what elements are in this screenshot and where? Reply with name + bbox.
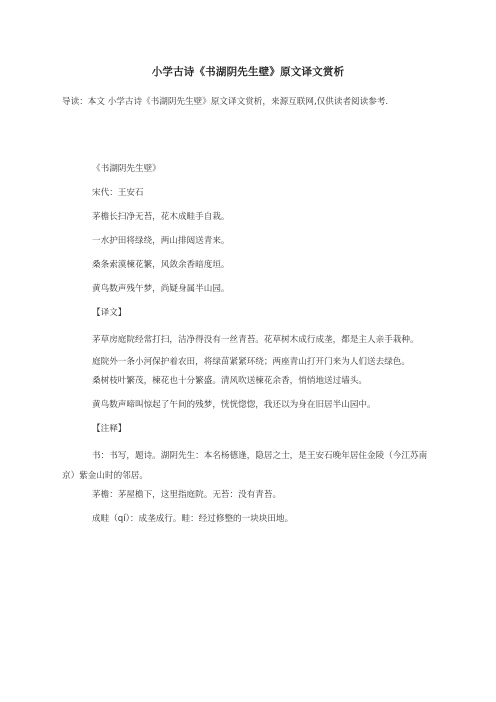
note-paragraph: 书：书写，题诗。湖阴先生：本名杨德逢，隐居之士，是王安石晚年居住金陵（今江苏南京）紫金山时的邻居。	[62, 451, 428, 481]
document-body	[62, 162, 434, 536]
poem-line: 桑条索漠楝花繁，风敛余香暗度垣。	[92, 260, 230, 270]
translation-paragraph: 茅草房庭院经常打扫，洁净得没有一丝青苔。花草树木成行成垄，都是主人亲手栽种。	[92, 335, 419, 345]
section-heading-translation: 【译文】	[92, 308, 127, 318]
poem-author: 宋代：王安石	[92, 188, 144, 198]
poem-line: 茅檐长扫净无苔，花木成畦手自栽。	[92, 212, 230, 222]
poem-title: 《书湖阴先生壁》	[92, 164, 161, 174]
poem-line: 一水护田将绿绕，两山排闼送青来。	[92, 236, 230, 246]
document-title: 小学古诗《书湖阴先生壁》原文译文赏析	[151, 66, 345, 78]
translation-paragraph: 庭院外一条小河保护着农田，将绿苗紧紧环绕；两座青山打开门来为人们送去绿色。	[92, 357, 410, 367]
section-heading-notes: 【注释】	[92, 424, 127, 434]
translation-paragraph: 桑树枝叶繁茂，楝花也十分繁盛。清风吹送楝花余香，悄悄地送过墙头。	[92, 376, 368, 386]
note-paragraph: 成畦（qí）：成垄成行。畦：经过修整的一块块田地。	[92, 514, 294, 524]
translation-paragraph: 黄鸟数声啼叫惊起了午间的残梦，恍恍惚惚，我还以为身在旧居半山园中。	[92, 400, 376, 410]
poem-line: 黄鸟数声残午梦，尚疑身属半山园。	[92, 284, 230, 294]
intro-paragraph: 导读：本文 小学古诗《书湖阴先生壁》原文译文赏析，来源互联网,仅供读者阅读参考.	[62, 97, 389, 107]
note-paragraph: 茅檐：茅屋檐下，这里指庭院。无苔：没有青苔。	[92, 490, 282, 500]
